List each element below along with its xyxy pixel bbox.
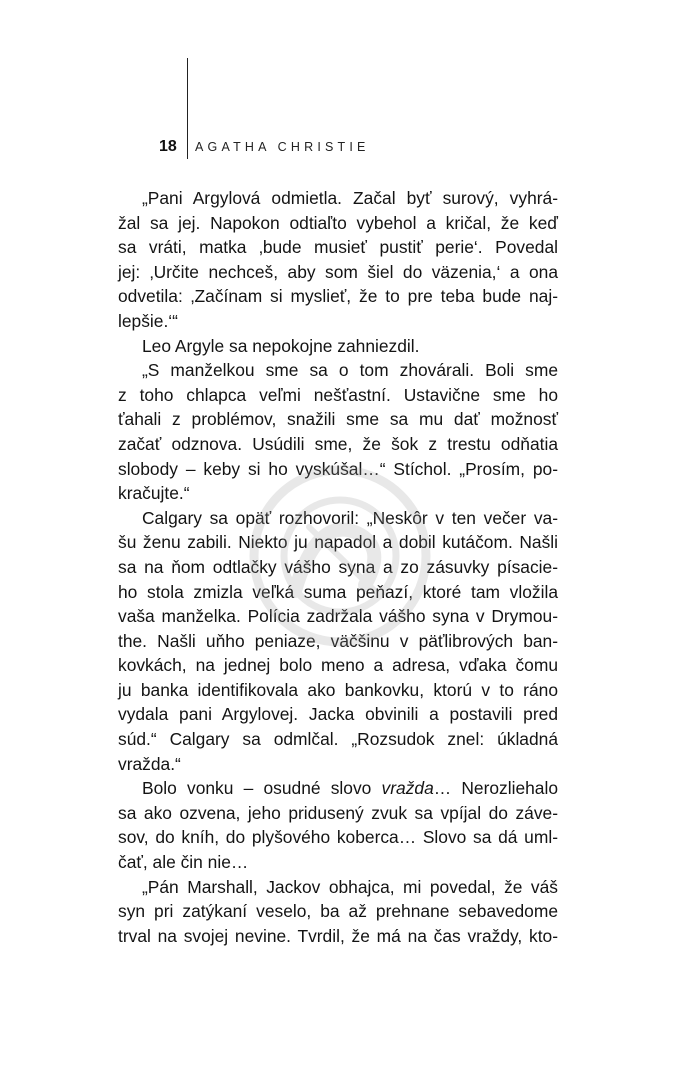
emphasized-word: vražda — [381, 778, 434, 799]
text-line: vydala pani Argylovej. Jacka obvinili a postavili pred — [118, 704, 558, 725]
text-line: šu ženu zabili. Niekto ju napadol a dobil kutáčom. Našli — [118, 532, 558, 553]
text-line: začať odznova. Usúdili sme, že šok z trestu odňatia — [118, 433, 558, 454]
text-line: sov, do kníh, do plyšového koberca… Slovo sa dá uml- — [118, 827, 558, 848]
body-text — [118, 186, 558, 948]
text-line: odvetila: ‚Začínam si myslieť, že to pre teba bude naj- — [118, 286, 558, 307]
running-header — [159, 137, 370, 157]
text-line: Calgary sa opäť rozhovoril: „Neskôr v ten večer va- — [142, 507, 558, 528]
text-line: sa na ňom odtlačky vášho syna a zo zásuvky písacie- — [118, 556, 558, 577]
text-line: ju banka identifikovala ako bankovku, ktorú v to ráno — [118, 679, 558, 700]
text-line: „S manželkou sme sa o tom zhovárali. Boli sme — [142, 360, 558, 381]
text-line: lepšie.‘“ — [118, 310, 178, 331]
text-line: kovkách, na jednej bolo meno a adresa, vďaka čomu — [118, 655, 558, 676]
text-line: vražda.“ — [118, 753, 181, 774]
text-line: „Pani Argylová odmietla. Začal byť surový, vyhrá- — [142, 188, 558, 208]
running-head-author: AGATHA CHRISTIE — [195, 140, 370, 154]
page-number: 18 — [159, 138, 177, 155]
text-line: z toho chlapca veľmi nešťastní. Ustavične sme ho — [118, 384, 558, 405]
text-line: Bolo vonku – osudné slovo vražda… Nerozliehalo — [142, 778, 559, 799]
text-line: súd.“ Calgary sa odmlčal. „Rozsudok znel: úkladná — [118, 729, 558, 750]
text-line: trval na svojej nevine. Tvrdil, že má na čas vraždy, kto- — [118, 925, 558, 946]
text-line: „Pán Marshall, Jackov obhajca, mi povedal, že váš — [142, 876, 558, 897]
text-line: Leo Argyle sa nepokojne zahniezdil. — [142, 335, 420, 356]
text-line: vaša manželka. Polícia zadržala vášho syna v Drymou- — [118, 606, 558, 627]
text-line: the. Našli uňho peniaze, väčšinu v päťlibrových ban- — [118, 630, 558, 651]
text-line: slobody – keby si ho vyskúšal…“ Stíchol. „Prosím, po- — [118, 458, 558, 479]
text-line: ho stola zmizla veľká suma peňazí, ktoré tam vložila — [118, 581, 558, 602]
text-line: kračujte.“ — [118, 483, 190, 504]
text-line: jej: ‚Určite nechceš, aby som šiel do väzenia,‘ a ona — [118, 261, 558, 282]
text-line: sa ako ozvena, jeho pridusený zvuk sa vpíjal do záve- — [118, 802, 558, 823]
text-line: syn pri zatýkaní veselo, ba až prehnane sebavedome — [118, 901, 558, 922]
text-line: ťahali z problémov, snažili sme sa mu dať možnosť — [118, 409, 558, 430]
text-line: žal sa jej. Napokon odtiaľto vybehol a kričal, že keď — [118, 212, 558, 233]
text-line: čať, ale čin nie… — [118, 852, 249, 873]
text-line: sa vráti, matka ‚bude musieť pustiť perie‘. Povedal — [118, 237, 558, 258]
